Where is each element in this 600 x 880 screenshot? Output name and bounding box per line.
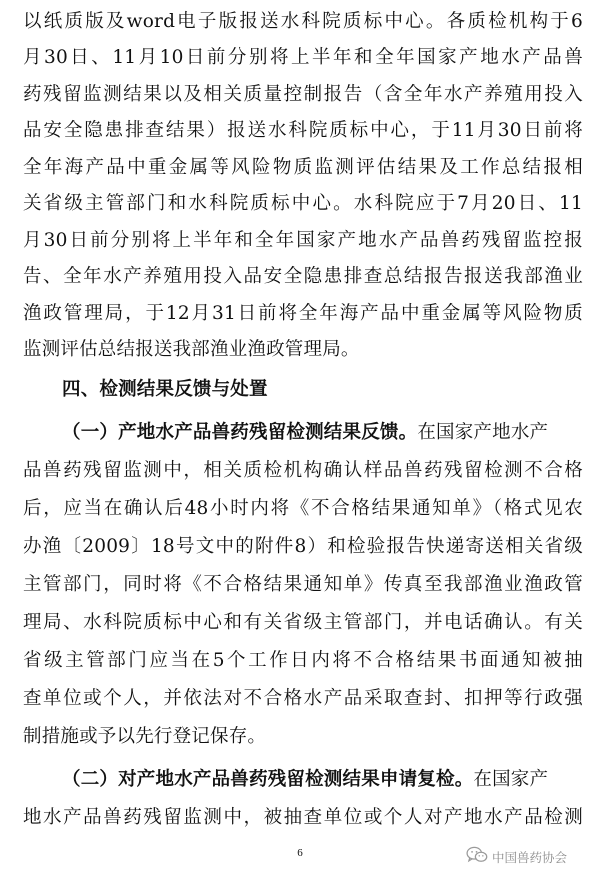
body-line: 品安全隐患排查结果）报送水科院质标中心，于11月30日前将 — [23, 120, 583, 141]
subsection-2-title: （二）对产地水产品兽药残留检测结果申请复检。 — [62, 769, 474, 790]
subsection-1-first-line — [62, 420, 582, 446]
body-line: 药残留监测结果以及相关质量控制报告（含全年水产养殖用投入 — [23, 84, 583, 105]
body-line: 全年海产品中重金属等风险物质监测评估结果及工作总结报相 — [23, 157, 583, 178]
body-line: 月30日前分别将上半年和全年国家产地水产品兽药残留监控报 — [23, 230, 583, 251]
body-line: 以纸质版及word电子版报送水科院质标中心。各质检机构于6 — [23, 11, 583, 32]
body-line: 办渔〔2009〕18号文中的附件8）和检验报告快递寄送相关省级 — [23, 536, 583, 557]
page-number: 6 — [297, 847, 303, 859]
wechat-icon — [466, 846, 488, 867]
body-line: 监测评估总结报送我部渔业渔政管理局。 — [23, 339, 360, 360]
subsection-1-title: （一）产地水产品兽药残留检测结果反馈。 — [62, 422, 418, 443]
subsection-2-first-line — [62, 767, 582, 793]
body-line: 关省级主管部门和水科院质标中心。水科院应于7月20日、11 — [23, 193, 583, 214]
body-line: 制措施或予以先行登记保存。 — [23, 726, 267, 747]
section-heading: 四、检测结果反馈与处置 — [62, 379, 268, 400]
body-line: 省级主管部门应当在5个工作日内将不合格结果书面通知被抽 — [23, 650, 583, 671]
body-line: 品兽药残留监测中，相关质检机构确认样品兽药残留检测不合格 — [23, 460, 583, 481]
body-line: 主管部门，同时将《不合格结果通知单》传真至我部渔业渔政管 — [23, 574, 583, 595]
body-line: 后，应当在确认后48小时内将《不合格结果通知单》（格式见农 — [23, 498, 583, 519]
watermark — [466, 846, 567, 867]
body-line: 查单位或个人，并依法对不合格水产品采取查封、扣押等行政强 — [23, 688, 583, 709]
subsection-1-first-line-text: 在国家产地水产 — [417, 422, 549, 443]
watermark-text: 中国兽药协会 — [492, 849, 568, 865]
body-line: 理局、水科院质标中心和有关省级主管部门，并电话确认。有关 — [23, 612, 583, 633]
body-line: 渔政管理局，于12月31日前将全年海产品中重金属等风险物质 — [23, 303, 583, 324]
body-line: 告、全年水产养殖用投入品安全隐患排查总结报告报送我部渔业 — [23, 266, 583, 287]
subsection-2-first-line-text: 在国家产 — [473, 769, 549, 790]
body-line: 地水产品兽药残留监测中，被抽查单位或个人对产地水产品检测 — [23, 807, 583, 828]
body-line: 月30日、11月10日前分别将上半年和全年国家产地水产品兽 — [23, 47, 583, 68]
